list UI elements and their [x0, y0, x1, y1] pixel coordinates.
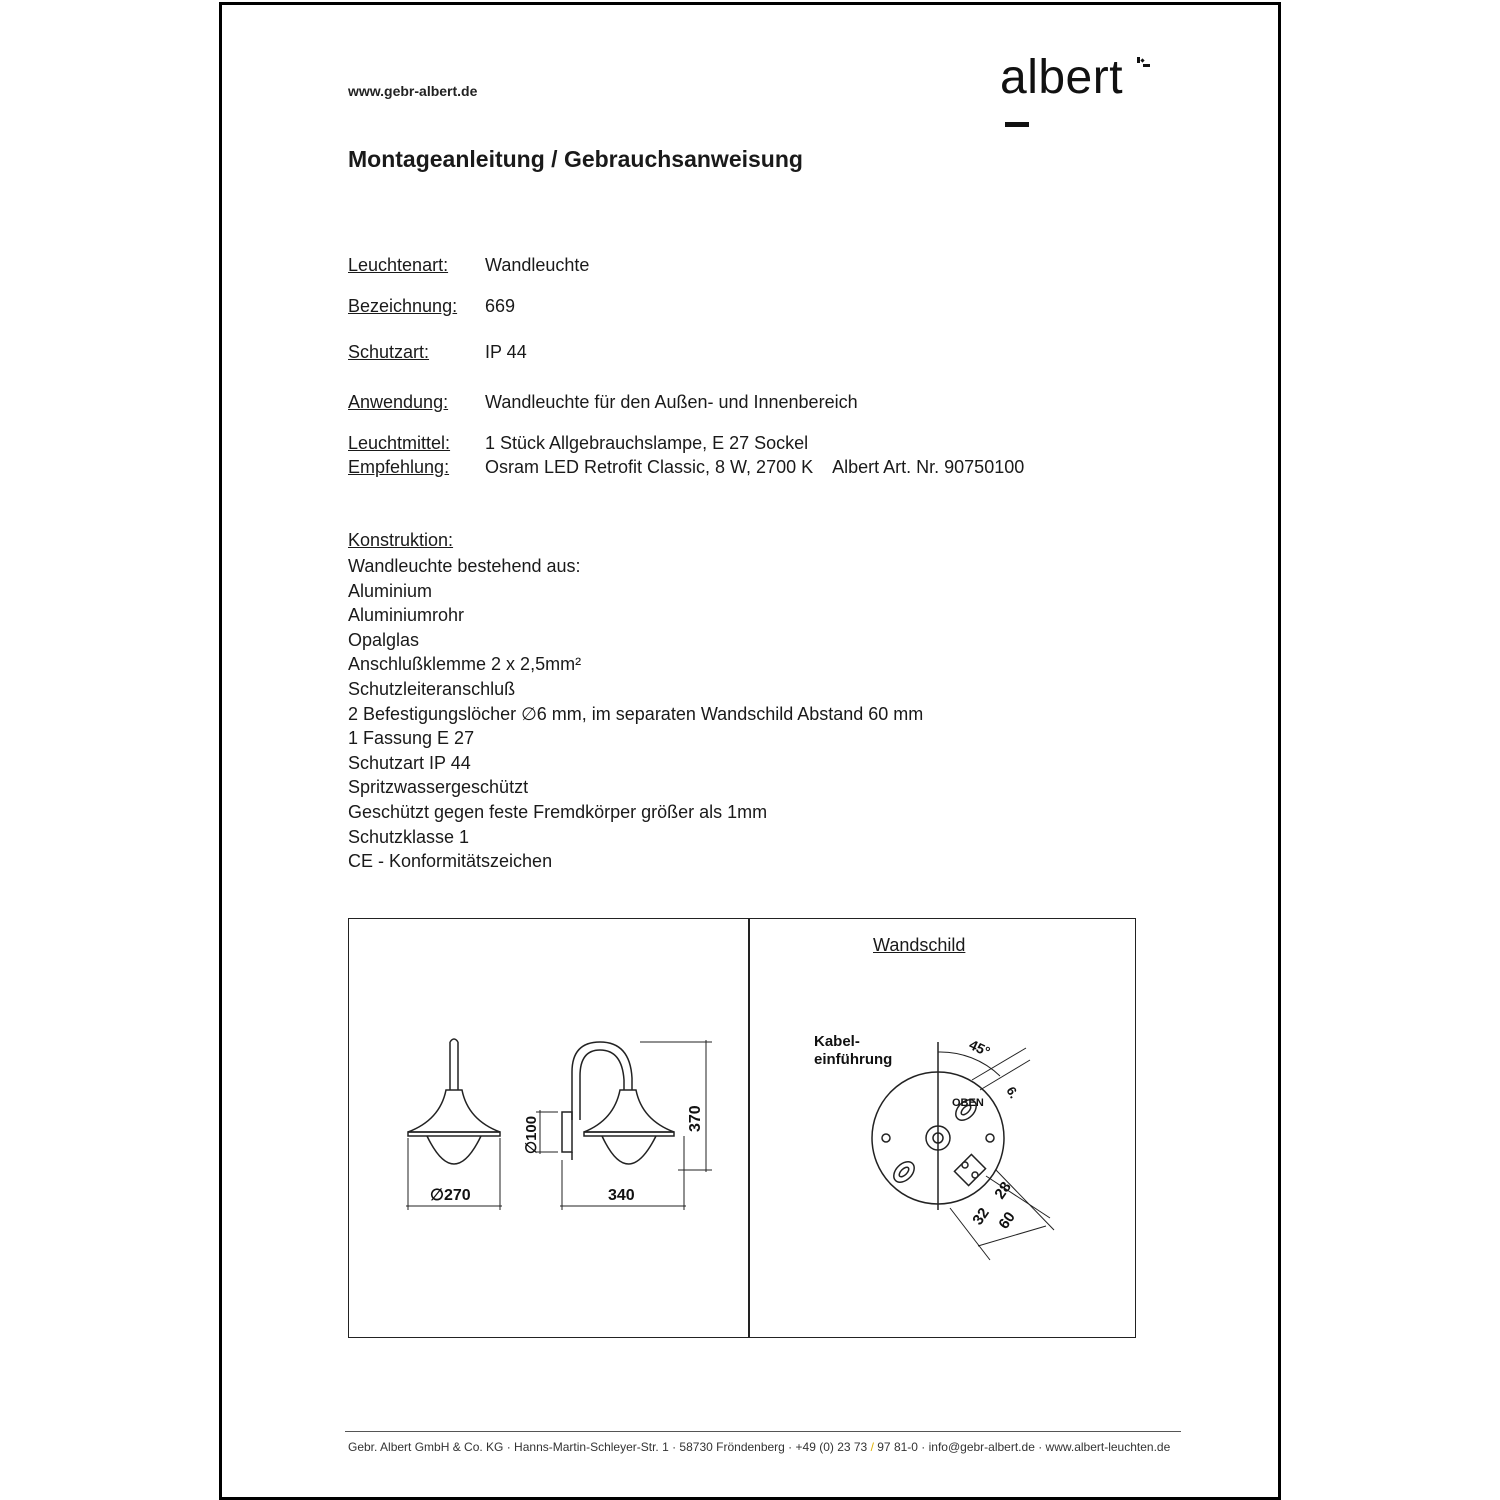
list-item: Schutzleiteranschluß — [348, 678, 516, 699]
cable-entry-label-1: Kabel- — [814, 1033, 860, 1050]
spec-value-leuchtmittel: 1 Stück Allgebrauchslampe, E 27 Sockel — [485, 433, 809, 453]
side-depth-label: 340 — [608, 1187, 635, 1204]
spec-label-empfehlung: Empfehlung: — [348, 457, 450, 477]
list-item: Aluminiumrohr — [348, 605, 465, 626]
dim-28-label: 28 — [991, 1178, 1015, 1203]
konstruktion-title: Konstruktion: — [348, 530, 454, 550]
footer-contact-rest: 97 81-0 · info@gebr-albert.de · www.albert-leuchten.de — [873, 1440, 1171, 1454]
footer-divider — [345, 1431, 1181, 1432]
logo-spark-icon — [1132, 56, 1154, 76]
list-item: Schutzklasse 1 — [348, 826, 470, 847]
spec-value-anwendung: Wandleuchte für den Außen- und Innenbereich — [485, 392, 858, 412]
dim-32-label: 32 — [969, 1204, 993, 1229]
oben-label: OBEN — [952, 1097, 984, 1109]
list-item: Opalglas — [348, 629, 420, 650]
list-item: Schutzart IP 44 — [348, 752, 471, 773]
wandschild-drawing — [800, 1020, 1100, 1270]
list-item: Aluminium — [348, 580, 433, 601]
footer-address: Gebr. Albert GmbH & Co. KG · Hanns-Martin-Schleyer-Str. 1 · 58730 Fröndenberg · +49 (0) 23 73 — [348, 1440, 871, 1454]
front-diameter-label: ∅270 — [430, 1187, 471, 1204]
spec-value-empfehlung: Osram LED Retrofit Classic, 8 W, 2700 K Albert Art. Nr. 90750100 — [485, 457, 1025, 477]
spec-value-bezeichnung: 669 — [485, 296, 516, 316]
list-item: Spritzwassergeschützt — [348, 777, 529, 798]
brand-logo: albert — [1000, 51, 1124, 104]
spec-value-leuchtenart: Wandleuchte — [485, 255, 590, 275]
wandschild-dimension-lines — [938, 1048, 1054, 1260]
spec-label-anwendung: Anwendung: — [348, 392, 449, 412]
dim-60-label: 60 — [995, 1208, 1019, 1233]
spec-value-schutzart: IP 44 — [485, 342, 527, 362]
spec-label-leuchtmittel: Leuchtmittel: — [348, 433, 451, 453]
list-item: Wandleuchte bestehend aus: — [348, 556, 581, 576]
lamp-elevation-drawing — [350, 1020, 746, 1220]
cable-entry-label-2: einführung — [814, 1051, 893, 1068]
angle-label: 45° — [966, 1036, 993, 1060]
spec-label-bezeichnung: Bezeichnung: — [348, 296, 458, 316]
konstruktion-list — [348, 555, 923, 875]
footer-contact — [348, 1440, 1170, 1454]
drawing-divider — [748, 918, 750, 1338]
hole-label: 6. — [1003, 1084, 1022, 1101]
side-height-label: 370 — [687, 1105, 704, 1132]
list-item: Anschlußklemme 2 x 2,5mm² — [348, 654, 582, 675]
document-title: Montageanleitung / Gebrauchsanweisung — [348, 146, 803, 172]
logo-underline-bar — [1005, 122, 1029, 127]
spec-label-schutzart: Schutzart: — [348, 342, 430, 362]
website-url[interactable]: www.gebr-albert.de — [348, 83, 478, 99]
list-item: CE - Konformitätszeichen — [348, 851, 553, 872]
lamp-side-view — [562, 1042, 674, 1164]
lamp-front-view — [408, 1039, 500, 1164]
list-item: Geschützt gegen feste Fremdkörper größer als 1mm — [348, 801, 768, 822]
wandschild-title: Wandschild — [873, 935, 966, 955]
plate-diameter-label: ∅100 — [523, 1115, 540, 1154]
list-item: 2 Befestigungslöcher ∅6 mm, im separaten Wandschild Abstand 60 mm — [348, 703, 924, 724]
footer-slash: / — [870, 1440, 874, 1454]
spec-label-leuchtenart: Leuchtenart: — [348, 255, 449, 275]
list-item: 1 Fassung E 27 — [348, 728, 475, 749]
